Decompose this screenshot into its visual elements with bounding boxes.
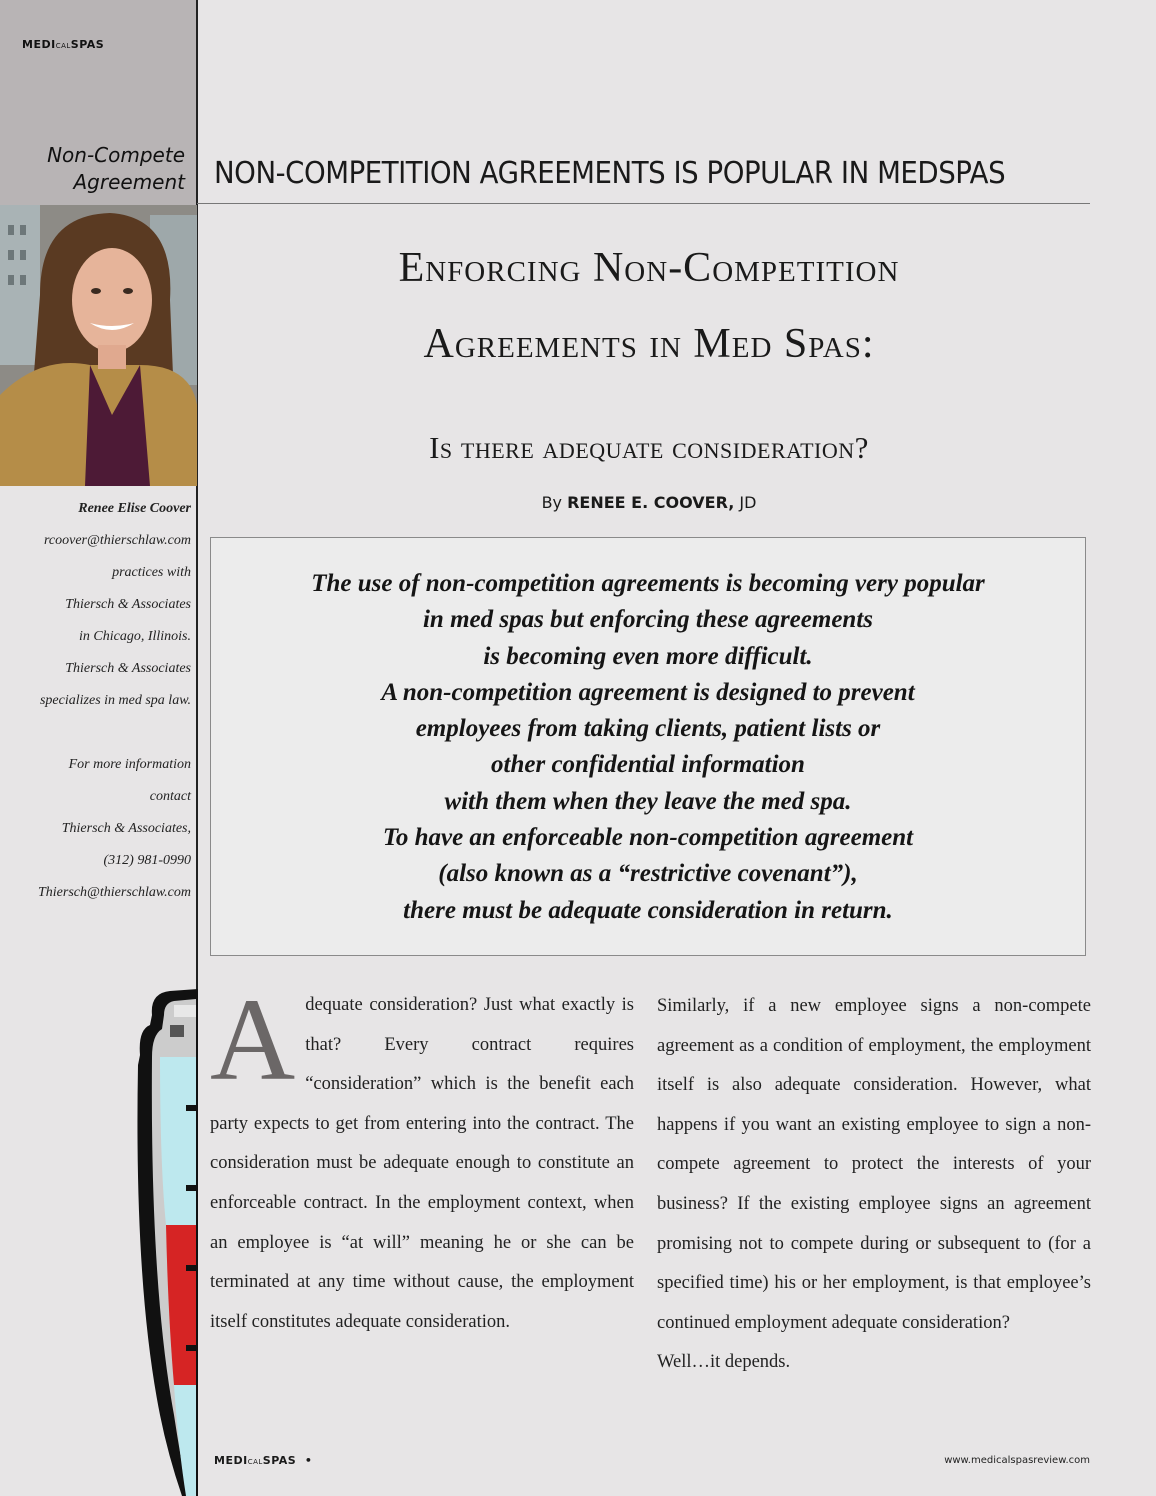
pullquote-line: with them when they leave the med spa. (444, 787, 852, 815)
author-photo (0, 205, 197, 486)
section-tag: Non-Compete Agreement (47, 143, 185, 194)
bio-line: specializes in med spa law. (39, 693, 191, 708)
drop-cap: A (210, 974, 296, 1105)
bio-spacer (0, 717, 191, 749)
bio-line: (312) 981-0990 (103, 853, 191, 868)
body-text: Similarly, if a new employee signs a non-compete agreement as a condition of employment, the employment itself is also adequate consideration. However, what happens if you want an existing employee to sign a non-compete agreement to protect the interests of your business? If the existing employee signs an agreement promising not to compete during or subsequent to (for a specified time) his or her employment, is that employee’s continued employment adequate consideration? (657, 996, 1091, 1333)
bio-line: Thiersch & Associates (65, 597, 191, 612)
footer-logo: MEDICALSPAS • (214, 1454, 313, 1467)
author-bio (0, 493, 191, 909)
pull-quote (210, 537, 1086, 956)
sidebar-header-panel (0, 0, 197, 205)
footer-url: www.medicalspasreview.com (944, 1455, 1090, 1466)
body-column-2 (657, 987, 1091, 1383)
section-heading: NON-COMPETITION AGREEMENTS IS POPULAR IN MEDSPAS (214, 156, 1006, 191)
pullquote-line: other confidential information (491, 751, 805, 779)
pullquote-line: The use of non-competition agreements is becoming very popular (311, 570, 985, 597)
syringe-illustration (130, 985, 198, 1496)
body-text: dequate consideration? Just what exactly is that? Every contract requires “consideration” which is the benefit each party expects to get from entering into the contract. The consideration must be adequate enough to constitute an enforceable contract. In the employment context, when an employee is “at will” meaning he or she can be terminated at any time without cause, the employment itself constitutes adequate consideration. (210, 995, 634, 1332)
pullquote-line: (also known as a “restrictive covenant”), (438, 860, 858, 888)
byline: By RENEE E. COOVER, JD (541, 493, 757, 512)
header-rule (197, 203, 1090, 204)
pullquote-line: employees from taking clients, patient lists or (415, 715, 881, 743)
article-title-line2: Agreements in Med Spas: (423, 321, 875, 367)
pullquote-line: in med spas but enforcing these agreements (422, 606, 873, 634)
body-text-closing: Well…it depends. (657, 1352, 791, 1373)
pullquote-line: there must be adequate consideration in return. (403, 896, 893, 924)
magazine-logo: MEDICALSPAS (22, 38, 105, 51)
article-subtitle: Is there adequate consideration? (429, 430, 869, 465)
bio-line: For more information (68, 757, 191, 772)
bio-line: rcoover@thierschlaw.com (43, 533, 191, 548)
bio-line: Thiersch & Associates (65, 661, 191, 676)
article-title-line1: Enforcing Non-Competition (398, 245, 900, 291)
pullquote-line: A non-competition agreement is designed to prevent (381, 678, 915, 706)
author-name: Renee Elise Coover (78, 501, 191, 516)
bio-line: Thiersch@thierschlaw.com (38, 885, 191, 900)
bio-line: contact (149, 789, 191, 804)
bio-line: Thiersch & Associates, (61, 821, 191, 836)
body-column-1 (210, 974, 634, 1342)
pullquote-line: is becoming even more difficult. (483, 642, 813, 670)
pullquote-line: To have an enforceable non-competition agreement (382, 824, 914, 852)
bio-line: practices with (112, 565, 191, 580)
bio-line: in Chicago, Illinois. (79, 629, 191, 644)
